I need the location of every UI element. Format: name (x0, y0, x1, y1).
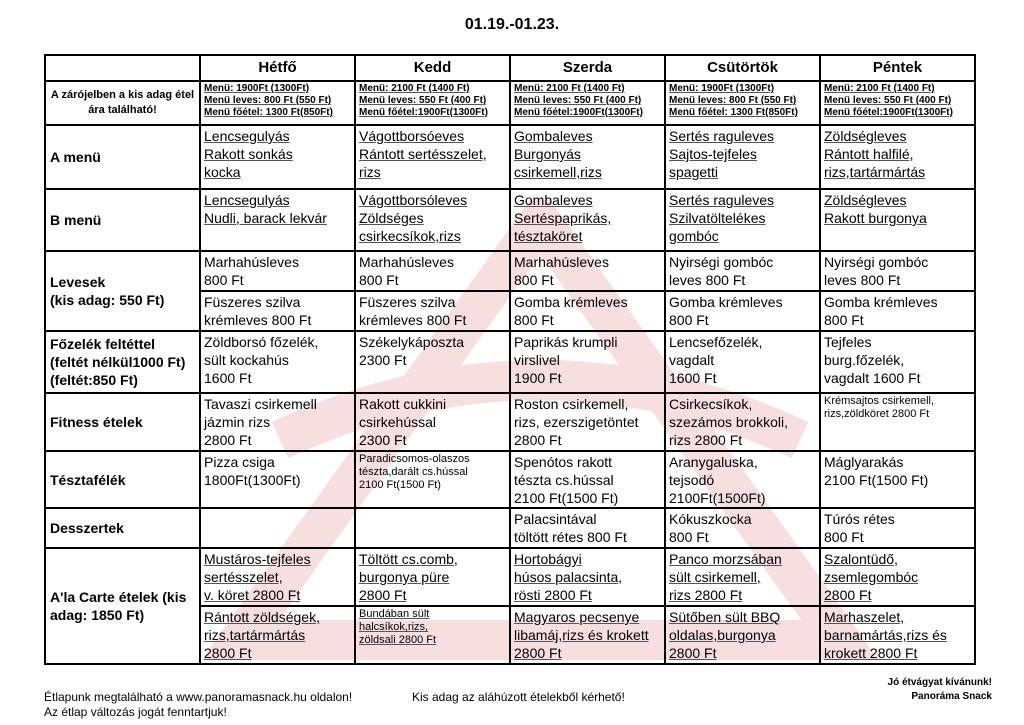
dish-line: 2800 Ft (204, 432, 252, 448)
price-line: Menü leves: 550 Ft (400 Ft) (824, 95, 952, 106)
price-line: Menü leves: 800 Ft (550 Ft) (669, 95, 797, 106)
menu-cell (820, 548, 975, 606)
dish-line: szezámos brokkoli, (669, 414, 789, 430)
menu-cell (665, 548, 820, 606)
dish-line: Nudli, barack lekvár (204, 210, 327, 226)
menu-cell (820, 291, 975, 331)
price-cell (820, 81, 975, 125)
menu-cell (510, 251, 665, 291)
price-line: Menü: 2100 Ft (1400 Ft) (824, 83, 935, 94)
menu-cell (665, 451, 820, 508)
day-header: Kedd (355, 55, 510, 81)
dish-line: Kókuszkocka (669, 511, 752, 527)
dish-line: Töltött cs.comb, (359, 551, 458, 567)
desszert-row (45, 508, 975, 548)
dish-line: Paradicsomos-olaszos (359, 453, 470, 465)
row-label-text: Főzelék feltéttel (50, 336, 156, 352)
dish-line: Zöldségleves (824, 128, 907, 144)
teszta-row (45, 451, 975, 508)
price-line: Menü főétel: 1300 Ft(850Ft) (669, 107, 798, 118)
menu-cell (355, 393, 510, 451)
price-line: Menü főétel: 1300 Ft(850Ft) (204, 107, 333, 118)
price-line: Menü főétel:1900Ft(1300Ft) (514, 107, 643, 118)
dish-line: Gomba krémleves (514, 294, 628, 310)
dish-line: 800 Ft (359, 272, 399, 288)
row-label-text: (feltét nélkül1000 Ft) (50, 354, 186, 370)
price-line: Menü: 2100 Ft (1400 Ft) (359, 83, 470, 94)
dish-line: vagdalt 1600 Ft (824, 370, 921, 386)
price-cell (200, 81, 355, 125)
price-line: Menü főétel:1900Ft(1300Ft) (824, 107, 953, 118)
dish-line: Marhahúsleves (514, 254, 609, 270)
dish-line: zöldsali 2800 Ft (359, 634, 437, 646)
menu-cell (510, 125, 665, 189)
footer-disclaimer: Az étlap változás jogát fenntartjuk! (44, 705, 227, 719)
row-label-text: Tésztafélék (50, 471, 126, 488)
dish-line: barnamártás,rizs és (824, 627, 947, 643)
menu-cell (510, 508, 665, 548)
menu-cell (355, 125, 510, 189)
fitness-row (45, 393, 975, 451)
dish-line: Sertés raguleves (669, 192, 775, 208)
dish-line: 2800 Ft (514, 432, 562, 448)
menu-cell (665, 393, 820, 451)
dish-line: Krémsajtos csirkemell, (824, 395, 935, 407)
dish-line: rizs,tartármártás (824, 164, 926, 180)
dish-line: Roston csirkemell, (514, 396, 629, 412)
menu-cell (200, 548, 355, 606)
menu-cell (355, 451, 510, 508)
dish-line: 1600 Ft (669, 370, 717, 386)
menu-cell (355, 606, 510, 664)
dish-line: Túrós rétes (824, 511, 895, 527)
menu-cell (820, 393, 975, 451)
dish-line: 800 Ft (514, 272, 554, 288)
menu-cell (665, 125, 820, 189)
dish-line: Tavaszi csirkemell (204, 396, 317, 412)
dish-line: tészta,darált cs.hússal (359, 466, 468, 478)
dish-line: halcsíkok,rizs, (359, 621, 429, 633)
dish-line: tészta cs.hússal (514, 472, 614, 488)
dish-line: Marhahúsleves (359, 254, 454, 270)
dish-line: Sajtos-tejfeles (669, 146, 757, 162)
dish-line: Vágottborsóeves (359, 128, 465, 144)
dish-line: Sertés raguleves (669, 128, 775, 144)
alacarte-row (45, 548, 975, 606)
menu-cell (355, 508, 510, 548)
dish-line: Zöldséges (359, 210, 424, 226)
dish-line: Székelykáposzta (359, 334, 465, 350)
menu-cell (510, 291, 665, 331)
dish-line: 800 Ft (824, 529, 864, 545)
menu-cell (200, 331, 355, 393)
menu-cell (510, 606, 665, 664)
menu-cell (820, 125, 975, 189)
dish-line: rizs 2800 Ft (669, 432, 743, 448)
dish-line: rizs, ezerszigetöntet (514, 414, 639, 430)
dish-line: Aranygaluska, (669, 454, 758, 470)
a-menu-row (45, 125, 975, 189)
dish-line: sült csirkemell, (669, 569, 761, 585)
dish-line: krokett 2800 Ft (824, 645, 918, 661)
dish-line: v. köret 2800 Ft (204, 587, 301, 603)
menu-cell (510, 451, 665, 508)
row-label (45, 548, 200, 664)
dish-line: rizs,zöldköret 2800 Ft (824, 408, 930, 420)
dish-line: Gomba krémleves (669, 294, 783, 310)
dish-line: krémleves 800 Ft (359, 312, 467, 328)
menu-cell (200, 451, 355, 508)
dish-line: burgonya püre (359, 569, 450, 585)
menu-cell (200, 291, 355, 331)
menu-cell (355, 331, 510, 393)
dish-line: Lencsegulyás (204, 128, 290, 144)
dish-line: Máglyarakás (824, 454, 904, 470)
menu-cell (355, 251, 510, 291)
fozelek-row (45, 331, 975, 393)
dish-line: csirkehússal (359, 414, 437, 430)
dish-line: Füszeres szilva (359, 294, 456, 310)
price-line: Menü leves: 550 Ft (400 Ft) (359, 95, 487, 106)
dish-line: töltött rétes 800 Ft (514, 529, 627, 545)
dish-line: leves 800 Ft (669, 272, 746, 288)
row-label (45, 251, 200, 331)
dish-line: Lencsefőzelék, (669, 334, 763, 350)
price-line: Menü főétel:1900Ft(1300Ft) (359, 107, 488, 118)
dish-line: Nyirségi gombóc (669, 254, 774, 270)
row-label-text: A menü (50, 149, 101, 165)
dish-line: Rakott burgonya (824, 210, 927, 226)
corner-cell (45, 55, 200, 81)
menu-cell (510, 548, 665, 606)
dish-line: 2800 Ft (204, 645, 252, 661)
dish-line: Rántott zöldségek, (204, 609, 320, 625)
price-line: Menü: 1900Ft (1300Ft) (669, 83, 775, 94)
weekly-menu-table (44, 54, 976, 665)
dish-line: rizs 2800 Ft (669, 587, 743, 603)
price-line: Menü: 1900Ft (1300Ft) (204, 83, 310, 94)
price-line: Menü leves: 800 Ft (550 Ft) (204, 95, 332, 106)
menu-cell (355, 291, 510, 331)
menu-cell (200, 125, 355, 189)
row-label-text: Fitness ételek (50, 414, 143, 430)
restaurant-name: Panoráma Snack (911, 691, 992, 702)
dish-line: 800 Ft (824, 312, 864, 328)
dish-line: Rántott halfilé, (824, 146, 914, 162)
dish-line: Tejfeles (824, 334, 872, 350)
dish-line: Vágottborsóleves (359, 192, 468, 208)
dish-line: húsos palacsinta, (514, 569, 623, 585)
dish-line: 2800 Ft (359, 587, 407, 603)
row-label (45, 393, 200, 451)
dish-line: kocka (204, 164, 241, 180)
day-header: Péntek (820, 55, 975, 81)
footer-small-portion-note: Kis adag az aláhúzott ételekből kérhető! (412, 690, 625, 704)
row-label-text: B menü (50, 212, 102, 228)
row-label-text: adag: 1850 Ft) (50, 607, 145, 623)
menu-cell (510, 393, 665, 451)
dish-line: 800 Ft (669, 312, 709, 328)
menu-cell (665, 251, 820, 291)
dish-line: Gombaleves (514, 128, 593, 144)
row-label-text: (kis adag: 550 Ft) (50, 292, 165, 308)
dish-line: zsemlegombóc (824, 569, 919, 585)
b-menu-row (45, 189, 975, 251)
levesek-row (45, 251, 975, 291)
dish-line: tejsodó (669, 472, 715, 488)
dish-line: libamáj,rizs és krokett (514, 627, 649, 643)
menu-cell (665, 291, 820, 331)
menu-cell (665, 508, 820, 548)
dish-line: Panco morzsában (669, 551, 782, 567)
dish-line: Sütőben sült BBQ (669, 609, 781, 625)
dish-line: 2100Ft(1500Ft) (669, 490, 766, 506)
price-note: A zárójelben a kis adag étel ára található! (45, 81, 200, 125)
dish-line: leves 800 Ft (824, 272, 901, 288)
menu-cell (820, 508, 975, 548)
menu-cell (665, 606, 820, 664)
footer-left (44, 690, 352, 720)
dish-line: oldalas,burgonya (669, 627, 776, 643)
dish-line: Zöldborsó főzelék, (204, 334, 319, 350)
signature-block (888, 676, 992, 704)
menu-cell (510, 189, 665, 251)
dish-line: rösti 2800 Ft (514, 587, 592, 603)
price-row (45, 81, 975, 125)
menu-cell (820, 451, 975, 508)
dish-line: 1600 Ft (204, 370, 252, 386)
dish-line: Lencsegulyás (204, 192, 290, 208)
menu-cell (200, 508, 355, 548)
row-label (45, 189, 200, 251)
menu-cell (200, 189, 355, 251)
dish-line: Sertéspaprikás, (514, 210, 612, 226)
dish-line: Rakott sonkás (204, 146, 293, 162)
dish-line: 1900 Ft (514, 370, 562, 386)
menu-cell (820, 189, 975, 251)
dish-line: csirkemell,rizs (514, 164, 602, 180)
dish-line: Rántott sertésszelet, (359, 146, 487, 162)
dish-line: 2800 Ft (669, 645, 717, 661)
dish-line: Füszeres szilva (204, 294, 301, 310)
row-label (45, 331, 200, 393)
dish-line: Marhahúsleves (204, 254, 299, 270)
menu-cell (355, 548, 510, 606)
dish-line: burg.főzelék, (824, 352, 905, 368)
menu-cell (820, 331, 975, 393)
menu-cell (355, 189, 510, 251)
price-line: Menü: 2100 Ft (1400 Ft) (514, 83, 625, 94)
row-label (45, 508, 200, 548)
dish-line: Nyirségi gombóc (824, 254, 929, 270)
row-label-text: A'la Carte ételek (kis (50, 589, 187, 605)
price-cell (355, 81, 510, 125)
row-label (45, 125, 200, 189)
dish-line: Burgonyás (514, 146, 581, 162)
dish-line: gombóc (669, 228, 719, 244)
dish-line: Paprikás krumpli (514, 334, 618, 350)
dish-line: Mustáros-tejfeles (204, 551, 311, 567)
day-header: Hétfő (200, 55, 355, 81)
row-label-text: (feltét:850 Ft) (50, 372, 138, 388)
day-header: Csütörtök (665, 55, 820, 81)
price-line: Menü leves: 550 Ft (400 Ft) (514, 95, 642, 106)
dish-line: 2100 Ft(1500 Ft) (359, 479, 441, 491)
greeting: Jó étvágyat kívánunk! (887, 677, 992, 688)
dish-line: 2300 Ft (359, 432, 407, 448)
dish-line: spagetti (669, 164, 719, 180)
menu-cell (665, 331, 820, 393)
day-header: Szerda (510, 55, 665, 81)
menu-date-title: 01.19.-01.23. (464, 16, 560, 33)
row-label (45, 451, 200, 508)
dish-line: rizs,tartármártás (204, 627, 306, 643)
dish-line: 2800 Ft (514, 645, 562, 661)
dish-line: rizs (359, 164, 381, 180)
dish-line: tésztaköret (514, 228, 583, 244)
dish-line: 2300 Ft (359, 352, 407, 368)
dish-line: 1800Ft(1300Ft) (204, 472, 301, 488)
dish-line: sült kockahús (204, 352, 289, 368)
day-header-row (45, 55, 975, 81)
dish-line: Marhaszelet, (824, 609, 905, 625)
dish-line: krémleves 800 Ft (204, 312, 312, 328)
dish-line: 800 Ft (514, 312, 554, 328)
price-cell (665, 81, 820, 125)
dish-line: Bundában sült (359, 608, 430, 620)
dish-line: Spenótos rakott (514, 454, 613, 470)
menu-cell (820, 606, 975, 664)
dish-line: vagdalt (669, 352, 715, 368)
dish-line: Csirkecsíkok, (669, 396, 753, 412)
dish-line: csirkecsíkok,rizs (359, 228, 461, 244)
dish-line: 800 Ft (669, 529, 709, 545)
menu-cell (200, 251, 355, 291)
dish-line: Palacsintával (514, 511, 597, 527)
row-label-text: Levesek (50, 274, 106, 290)
dish-line: jázmin rizs (204, 414, 271, 430)
menu-cell (200, 606, 355, 664)
dish-line: Hortobágyi (514, 551, 582, 567)
menu-cell (510, 331, 665, 393)
dish-line: virslivel (514, 352, 560, 368)
dish-line: 2100 Ft(1500 Ft) (514, 490, 619, 506)
price-cell (510, 81, 665, 125)
menu-cell (200, 393, 355, 451)
dish-line: 2100 Ft(1500 Ft) (824, 472, 929, 488)
dish-line: Szalontüdő, (824, 551, 898, 567)
dish-line: Gomba krémleves (824, 294, 938, 310)
dish-line: Szilvatöltelékes (669, 210, 766, 226)
dish-line: Pizza csiga (204, 454, 275, 470)
dish-line: Zöldségleves (824, 192, 907, 208)
dish-line: Magyaros pecsenye (514, 609, 640, 625)
dish-line: 800 Ft (204, 272, 244, 288)
footer-website-text: Étlapunk megtalálható a www.panoramasnack.hu oldalon! (44, 690, 353, 704)
dish-line: Rakott cukkini (359, 396, 447, 412)
row-label-text: Desszertek (50, 520, 124, 536)
dish-line: 2800 Ft (824, 587, 872, 603)
dish-line: Gombaleves (514, 192, 593, 208)
menu-cell (665, 189, 820, 251)
menu-cell (820, 251, 975, 291)
dish-line: sertésszelet, (204, 569, 283, 585)
